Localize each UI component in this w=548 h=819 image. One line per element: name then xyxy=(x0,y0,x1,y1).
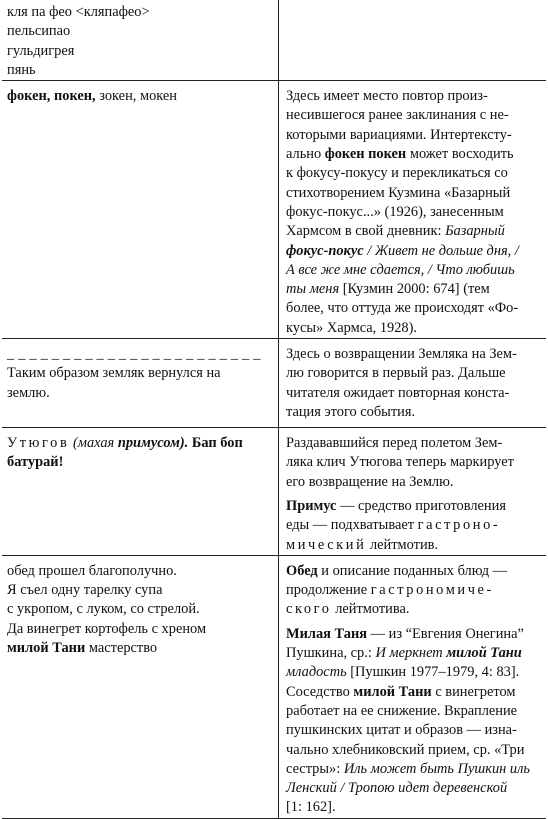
text-line xyxy=(7,87,272,106)
bold-italic-text: примусом). xyxy=(117,435,189,452)
italic-text: А все же мне сдается, / Что любишь xyxy=(286,261,515,278)
text-line: Здесь о возвращении Земляка на Зем- xyxy=(286,346,517,363)
italic-text: Иль может быть Пушкин иль xyxy=(343,760,530,777)
bold-text: Обед xyxy=(286,562,318,579)
text-line xyxy=(286,261,542,280)
text-span: Хармсом в свой дневник: xyxy=(286,223,442,240)
italic-text: Ленский / Тропою идет деревенской xyxy=(286,780,508,797)
text-span: лейтмотив. xyxy=(369,536,439,553)
bold-italic-text: милой Тани xyxy=(446,645,522,662)
comment-cell xyxy=(279,428,547,556)
text-span: Соседство xyxy=(286,683,350,700)
text-line: более, что оттуда же происходят «Фо- xyxy=(286,300,519,317)
text-line: ляка клич Утюгова теперь маркирует xyxy=(286,454,514,471)
text-line xyxy=(7,639,272,658)
text-line: пельсипао xyxy=(7,23,71,40)
text-line: с укропом, с луком, со стрелой. xyxy=(7,601,200,618)
table-row xyxy=(2,339,546,428)
text-cell xyxy=(2,81,279,339)
text-span: и описание поданных блюд — xyxy=(321,562,508,579)
text-span: сестры»: xyxy=(286,760,341,777)
text-line: гульдигрея xyxy=(7,42,75,59)
italic-text: младость xyxy=(286,664,347,681)
bold-text: Бап боп xyxy=(191,435,243,452)
text-line xyxy=(286,516,542,535)
text-span: — средство приготовления xyxy=(340,497,506,514)
text-span: может восходить xyxy=(409,146,514,163)
speaker-name: Утюгов xyxy=(7,435,70,452)
table-row xyxy=(2,555,546,818)
text-line: работает на ее снижение. Вкрапление xyxy=(286,702,518,719)
text-line xyxy=(286,760,542,779)
spaced-text: гастрономиче- xyxy=(370,582,494,599)
text-span: продолжение xyxy=(286,582,368,599)
text-line xyxy=(286,779,542,798)
bold-text: милой Тани xyxy=(7,640,86,657)
text-line: обед прошел благополучно. xyxy=(7,562,177,579)
text-line: которыми вариациями. Интертексту- xyxy=(286,126,512,143)
comment-cell xyxy=(279,339,547,428)
bold-text: фокен, покен, xyxy=(7,88,96,105)
text-line: Раздававшийся перед полетом Зем- xyxy=(286,435,503,452)
text-span: еды — подхватывает xyxy=(286,517,415,534)
spaced-text: гастроно- xyxy=(417,517,501,534)
text-line: чально хлебниковский прием, ср. «Три xyxy=(286,741,525,758)
text-cell xyxy=(2,555,279,818)
bold-italic-text: фокус-покус xyxy=(286,242,364,259)
bold-text: Примус xyxy=(286,497,337,514)
commentary-table xyxy=(2,0,546,819)
bold-text: милой Тани xyxy=(353,683,432,700)
text-line xyxy=(286,242,542,261)
text-line xyxy=(286,581,542,600)
text-line: Я съел одну тарелку супа xyxy=(7,582,163,599)
text-line: пянь xyxy=(7,61,36,78)
spaced-text: мический xyxy=(286,536,367,553)
text-span: Пушкина, ср.: xyxy=(286,645,372,662)
italic-text: Базарный xyxy=(445,223,505,240)
text-line: фокус-покус...» (1926), занесенным xyxy=(286,203,504,220)
text-line xyxy=(286,497,542,516)
text-line: кля па фео <кляпафео> xyxy=(7,4,150,20)
text-line: пушкинских цитат и образов — изна- xyxy=(286,722,517,739)
comment-cell xyxy=(279,555,547,818)
text-span: ально xyxy=(286,146,322,163)
text-line xyxy=(286,562,542,581)
text-cell xyxy=(2,339,279,428)
text-line xyxy=(286,280,542,299)
text-line xyxy=(7,453,272,472)
text-span: [Пушкин 1977–1979, 4: 83]. xyxy=(350,664,520,681)
italic-text: И меркнет xyxy=(375,645,443,662)
comment-cell xyxy=(279,81,547,339)
text-line: Да винегрет кортофель с хреном xyxy=(7,620,207,637)
table-row xyxy=(2,0,546,81)
text-line xyxy=(286,145,542,164)
bold-text: Милая Таня xyxy=(286,625,368,642)
dash-line: _ _ _ _ _ _ _ _ _ _ _ _ _ _ _ _ _ _ _ _ _ _ _ xyxy=(7,346,261,363)
italic-text: ты меня xyxy=(286,281,340,298)
bold-text: фокен покен xyxy=(324,146,407,163)
italic-text xyxy=(286,243,519,259)
text-line: его возвращение на Землю. xyxy=(286,473,454,490)
text-span: мастерство xyxy=(88,640,158,657)
text-line: лю говорится в первый раз. Дальше xyxy=(286,365,506,382)
text-line xyxy=(286,683,542,702)
table-row xyxy=(2,81,546,339)
text-line: землю. xyxy=(7,384,50,401)
text-span: лейтмотива. xyxy=(335,601,410,618)
text-line: кусы» Хармса, 1928). xyxy=(286,319,418,336)
italic-text xyxy=(446,645,522,661)
text-line: тация этого события. xyxy=(286,403,416,420)
text-span: — из “Евгения Онегина” xyxy=(370,625,524,642)
text-line: несившегося ранее заклинания с не- xyxy=(286,107,509,124)
text-cell xyxy=(2,428,279,556)
text-line: Таким образом земляк вернулся на xyxy=(7,365,221,382)
italic-text xyxy=(118,435,188,451)
text-line xyxy=(286,644,542,663)
comment-cell xyxy=(279,0,547,81)
text-line: Здесь имеет место повтор произ- xyxy=(286,88,488,105)
text-cell xyxy=(2,0,279,81)
text-line xyxy=(286,600,542,619)
text-line xyxy=(286,625,542,644)
text-line: к фокусу-покусу и перекликаться со xyxy=(286,165,508,182)
spaced-text: ского xyxy=(286,601,332,618)
table-row xyxy=(2,428,546,556)
text-span: / Живет не дольше дня, / xyxy=(367,242,519,259)
bold-text: батурай! xyxy=(7,454,64,471)
text-line xyxy=(286,663,542,682)
text-line: читателя ожидает повторная конста- xyxy=(286,384,510,401)
text-span: [Кузмин 2000: 674] (тем xyxy=(342,281,490,298)
text-line xyxy=(286,536,542,555)
text-span: зокен, мокен xyxy=(95,88,177,105)
text-span: с винегретом xyxy=(435,683,516,700)
text-line: стихотворением Кузмина «Базарный xyxy=(286,184,511,201)
text-line xyxy=(7,434,272,453)
text-line xyxy=(286,222,542,241)
text-line: [1: 162]. xyxy=(286,799,336,816)
italic-text: (махая xyxy=(72,435,115,452)
